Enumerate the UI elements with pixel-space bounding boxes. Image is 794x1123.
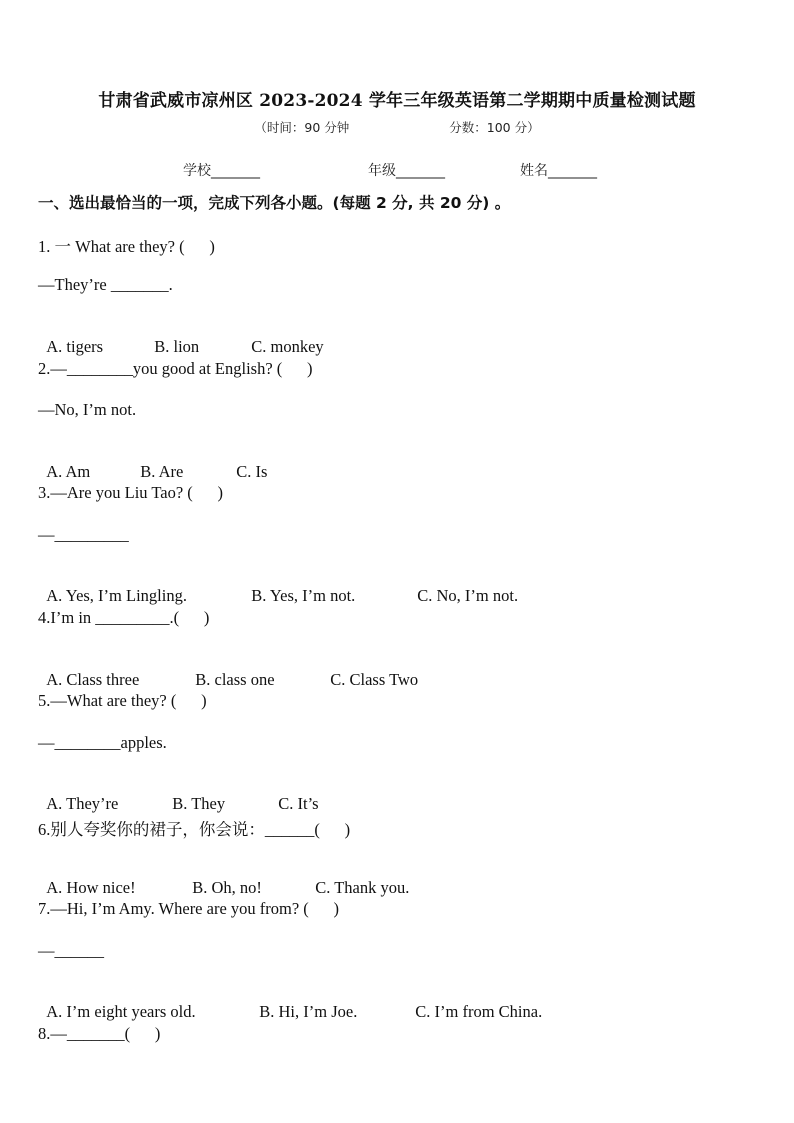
answer-options [38,858,409,898]
answer-options [38,317,324,357]
name-field: 姓名_______ [520,163,597,179]
option-a: A. tigers [46,337,104,356]
question-stem: 2.—________you good at English? ( ) [38,359,313,378]
option-a: A. Yes, I’m Lingling. [46,586,187,605]
option-c: C. monkey [251,337,324,356]
score-label: 分数：100 分） [449,120,540,135]
question-line: —They’re _______. [38,275,173,294]
option-c: C. Class Two [330,670,419,689]
time-label: （时间：90 分钟 [254,120,350,135]
option-a: A. Class three [46,670,140,689]
option-b: B. Hi, I’m Joe. [259,1002,358,1021]
section-heading: 一、选出最恰当的一项，完成下列各小题。(每题 2 分, 共 20 分) 。 [38,194,511,212]
question-line: —______ [38,941,104,960]
question-line: —_________ [38,525,129,544]
option-c: C. Is [236,462,268,481]
page-title: 甘肃省武威市凉州区 2023-2024 学年三年级英语第二学期期中质量检测试题 [98,91,696,111]
option-b: B. class one [195,670,275,689]
option-a: A. Am [46,462,91,481]
grade-field: 年级_______ [368,163,445,179]
question-line: —________apples. [38,733,167,752]
exam-meta [0,118,794,136]
option-c: C. No, I’m not. [417,586,519,605]
option-b: B. Oh, no! [192,878,262,897]
answer-options [38,982,542,1022]
answer-options [38,774,319,814]
option-c: C. I’m from China. [415,1002,543,1021]
question-stem: 1. 一 What are they? ( ) [38,237,215,256]
answer-options [38,650,418,690]
question-line: —No, I’m not. [38,400,137,419]
question-stem: 5.—What are they? ( ) [38,691,207,710]
answer-options [38,442,267,482]
option-b: B. lion [154,337,200,356]
question-stem: 3.—Are you Liu Tao? ( ) [38,483,224,502]
option-b: B. Yes, I’m not. [251,586,356,605]
option-b: B. They [172,794,226,813]
option-a: A. They’re [46,794,119,813]
question-stem: 4.I’m in _________.( ) [38,608,210,627]
option-c: C. Thank you. [315,878,410,897]
question-stem: 7.—Hi, I’m Amy. Where are you from? ( ) [38,899,340,918]
question-stem: 6.别人夸奖你的裙子，你会说：______( ) [38,820,351,839]
option-c: C. It’s [278,794,319,813]
school-field: 学校_______ [183,163,260,179]
option-a: A. I’m eight years old. [46,1002,196,1021]
answer-options [38,566,518,606]
option-b: B. Are [140,462,184,481]
question-stem: 8.—_______( ) [38,1024,161,1043]
option-a: A. How nice! [46,878,136,897]
